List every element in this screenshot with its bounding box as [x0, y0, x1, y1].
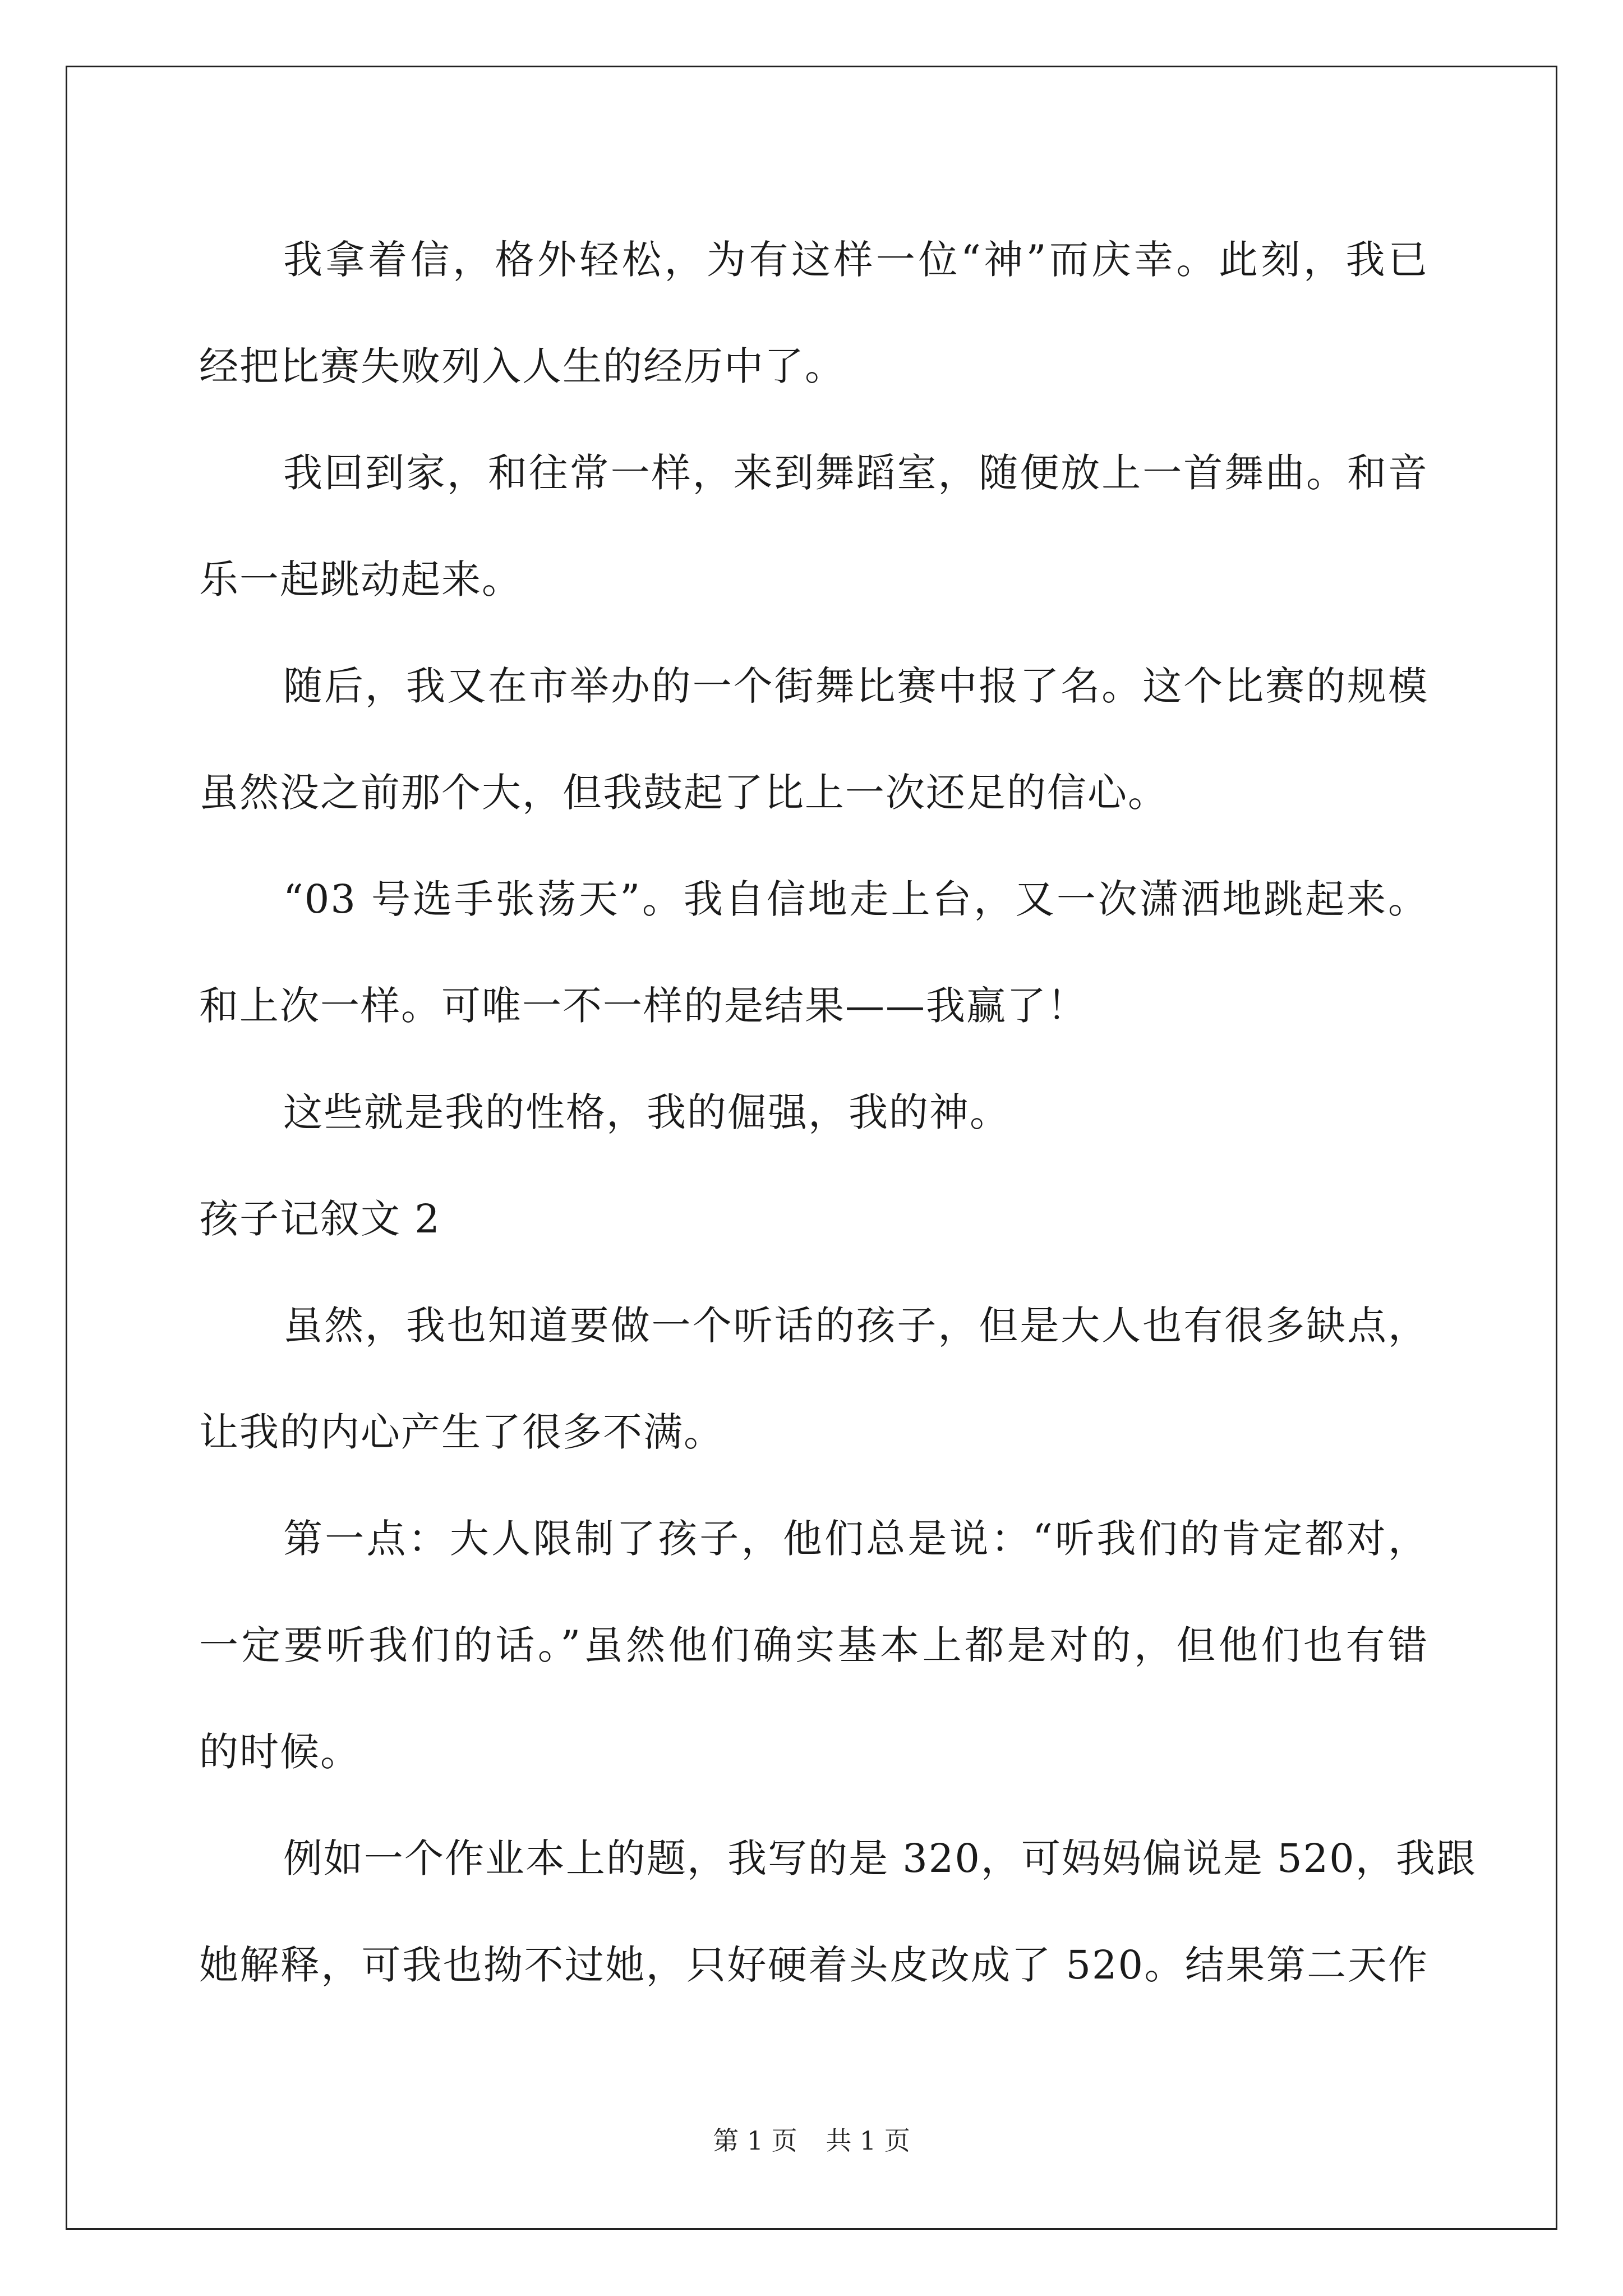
text-line: 经把比赛失败列入人生的经历中了。	[199, 343, 845, 389]
text-line: 一定要听我们的话。”虽然他们确实基本上都是对的，但他们也有错	[199, 1622, 1428, 1668]
page-number: 第 1 页	[713, 2125, 797, 2156]
text-line: 我回到家，和往常一样，来到舞蹈室，随便放上一首舞曲。和音	[283, 450, 1428, 496]
page-footer	[0, 2120, 1623, 2157]
text-line: 让我的内心产生了很多不满。	[199, 1409, 724, 1455]
document-body	[199, 206, 1477, 2018]
text-line: 这些就是我的性格，我的倔强，我的神。	[283, 1089, 1010, 1135]
text-line: 虽然，我也知道要做一个听话的孩子，但是大人也有很多缺点，	[283, 1303, 1428, 1349]
text-line: 虽然没之前那个大，但我鼓起了比上一次还足的信心。	[199, 770, 1168, 816]
text-line: 随后，我又在市举办的一个街舞比赛中报了名。这个比赛的规模	[283, 663, 1428, 709]
text-line: 我拿着信，格外轻松，为有这样一位“神”而庆幸。此刻，我已	[283, 237, 1428, 283]
text-line: “03 号选手张荡天”。我自信地走上台，又一次潇洒地跳起来。	[283, 876, 1428, 922]
text-line: 她解释，可我也拗不过她，只好硬着头皮改成了 520。结果第二天作	[199, 1942, 1428, 1988]
page-total: 共 1 页	[826, 2125, 910, 2156]
text-line: 乐一起跳动起来。	[199, 556, 522, 602]
text-line: 第一点：大人限制了孩子，他们总是说：“听我们的肯定都对，	[283, 1516, 1428, 1562]
text-line: 和上次一样。可唯一不一样的是结果——我赢了！	[199, 983, 1087, 1029]
text-line: 的时候。	[199, 1729, 361, 1775]
section-heading: 孩子记叙文 2	[199, 1196, 441, 1242]
text-line: 例如一个作业本上的题，我写的是 320，可妈妈偏说是 520，我跟	[283, 1835, 1477, 1881]
